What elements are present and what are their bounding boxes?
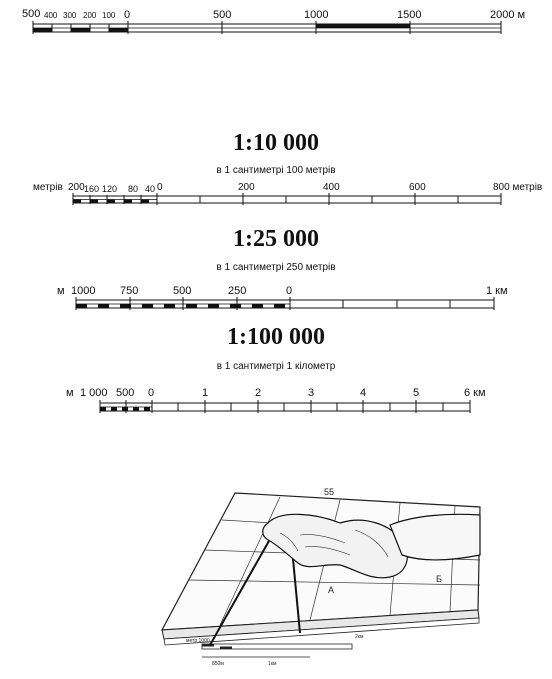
scale-top-label: 500: [22, 8, 41, 20]
scale-10000-ruler: [0, 190, 552, 210]
scale-left-label: 40: [145, 184, 156, 194]
scale-right-label: 800 метрів: [493, 182, 543, 193]
scale-caption: в 1 сантиметрі 250 метрів: [216, 262, 336, 273]
scale-right-label: 600: [409, 182, 426, 193]
scale-left-label: 750: [120, 285, 139, 297]
scale-title: 1:25 000: [233, 226, 319, 252]
scale-right-label: 2: [255, 387, 262, 399]
scale-left-label: 0: [286, 285, 293, 297]
scale-right-label: 1 км: [486, 285, 508, 297]
scale-top-label: 400: [44, 11, 58, 20]
map-measuring-illustration: [150, 485, 490, 675]
map-scale-bar: [202, 644, 352, 657]
map-label-a: A: [328, 585, 335, 595]
scale-right-label: 4: [360, 387, 367, 399]
scale-title: 1:100 000: [227, 324, 325, 350]
scale-top-label: 100: [102, 11, 116, 20]
scale-top-label: 500: [213, 9, 232, 21]
scale-top-ruler: [0, 0, 552, 40]
scale-title: 1:10 000: [233, 130, 319, 156]
scale-top-label: 200: [83, 11, 97, 20]
scale-left-label: 80: [128, 184, 139, 194]
scale-left-label: 0: [148, 387, 155, 399]
scale-unit-label: м: [57, 285, 65, 297]
scale-left-label: 500: [116, 387, 135, 399]
scale-right-label: 200: [238, 182, 255, 193]
scale-unit-label: м: [66, 387, 74, 399]
map-label-b: Б: [436, 574, 442, 584]
scale-left-label: 160: [84, 184, 100, 194]
scale-caption: в 1 сантиметрі 100 метрів: [216, 165, 336, 176]
scale-right-label: 3: [308, 387, 315, 399]
scale-right-label: 6 км: [464, 387, 486, 399]
scale-right-label: 5: [413, 387, 420, 399]
scale-caption: в 1 сантиметрі 1 кілометр: [216, 361, 336, 372]
scale-unit-label: метрів: [33, 182, 63, 193]
map-scale-label: метр 1000: [186, 638, 210, 644]
scale-top-label: 1500: [397, 9, 422, 21]
scale-top-label: 0: [124, 9, 131, 21]
scale-top-label: 1000: [304, 9, 329, 21]
scale-25000-ruler: [0, 296, 552, 316]
scale-left-label: 500: [173, 285, 192, 297]
scale-top-label: 300: [63, 11, 77, 20]
scale-left-label: 200: [68, 182, 85, 193]
map-km2-label: 2км: [355, 634, 364, 640]
map-distance-label: 850м: [212, 661, 224, 667]
scale-left-label: 120: [102, 184, 118, 194]
scale-right-label: 400: [323, 182, 340, 193]
scale-left-label: 1000: [71, 285, 96, 297]
scale-left-label: 1 000: [80, 387, 108, 399]
page-number: 55: [324, 487, 335, 497]
map-km-label: 1км: [268, 661, 277, 667]
scale-right-label: 1: [202, 387, 209, 399]
scale-100000-ruler: [0, 398, 552, 418]
scale-left-label: 250: [228, 285, 247, 297]
scale-left-label: 0: [157, 182, 163, 193]
scale-top-label: 2000 м: [490, 9, 526, 21]
scale-bar-top: [0, 0, 552, 40]
